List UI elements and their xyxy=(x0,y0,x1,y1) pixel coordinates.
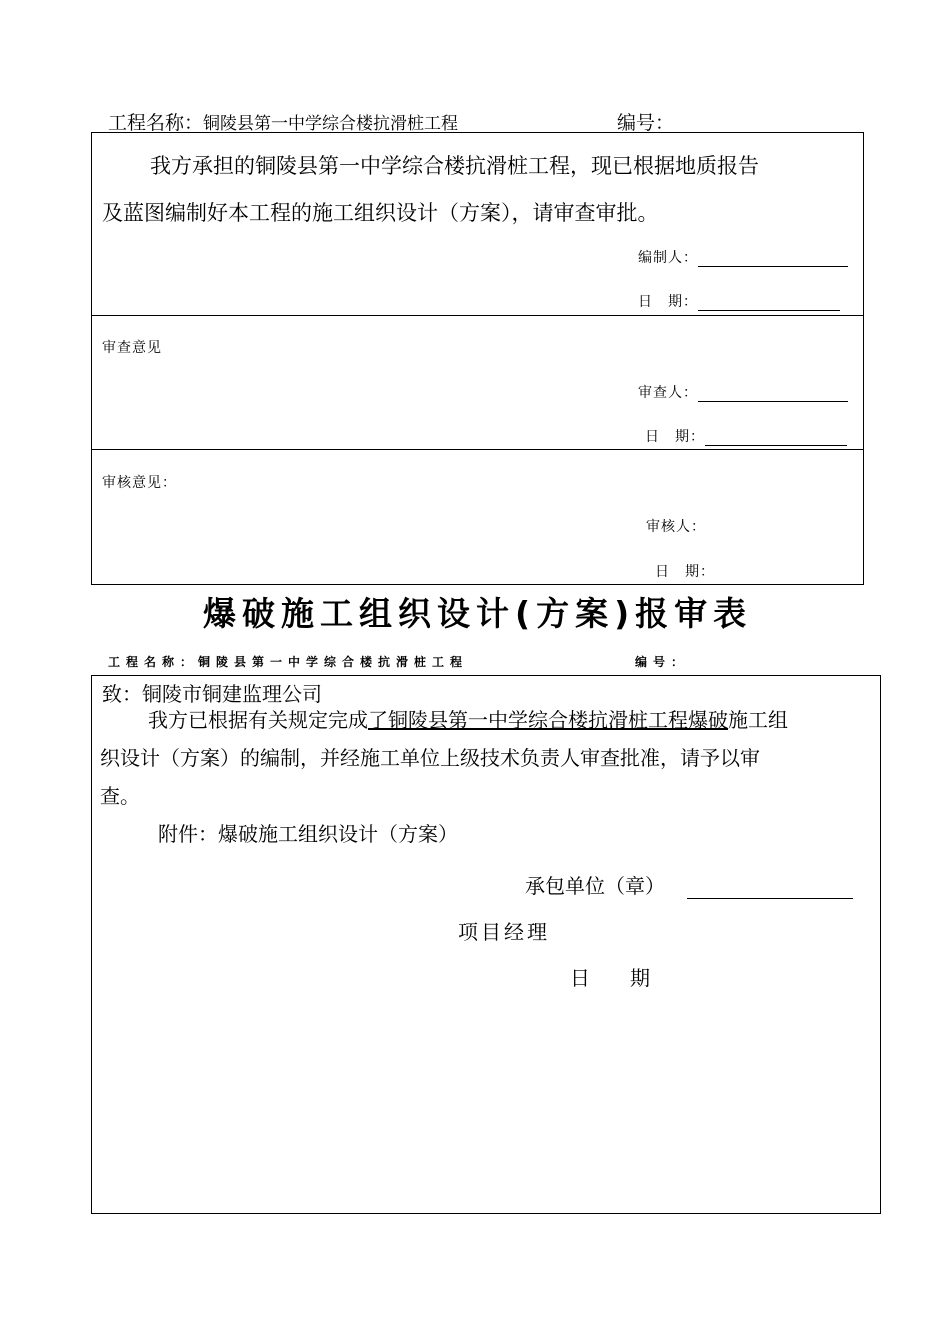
date-line-1[interactable] xyxy=(698,296,840,311)
top-project-label: 工程名称： xyxy=(108,112,204,134)
auditor-label: 审核人： xyxy=(646,519,706,535)
to-line: 致：铜陵市铜建监理公司 xyxy=(102,682,322,706)
bottom-project-header xyxy=(108,653,468,670)
top-form-divider-2 xyxy=(91,449,864,450)
contractor-seal-line[interactable] xyxy=(687,878,853,899)
form-title: 爆破施工组织设计(方案)报审表 xyxy=(203,594,753,633)
date-label-3: 日 期： xyxy=(655,564,715,580)
contractor-field xyxy=(525,870,853,899)
date-line-2[interactable] xyxy=(705,431,847,446)
bottom-project-label: 工程名称： xyxy=(108,655,199,669)
bottom-body-line-1 xyxy=(148,704,788,733)
date-field-1 xyxy=(638,291,840,311)
reviewer-field xyxy=(638,382,848,402)
top-project-name: 铜陵县第一中学综合楼抗滑桩工程 xyxy=(203,114,459,134)
bottom-body-line-3: 查。 xyxy=(100,784,140,808)
compiler-signature-line[interactable] xyxy=(698,252,848,267)
bottom-project-name: 铜陵县第一中学综合楼抗滑桩工程 xyxy=(198,655,469,669)
bottom-body-line-2: 织设计（方案）的编制，并经施工单位上级技术负责人审查批准，请予以审 xyxy=(100,746,760,770)
body-line-1-underlined: 了铜陵县第一中学综合楼抗滑桩工程爆破 xyxy=(368,708,728,732)
reviewer-label: 审查人： xyxy=(638,385,698,401)
top-project-header xyxy=(108,108,458,135)
reviewer-signature-line[interactable] xyxy=(698,387,848,402)
top-statement-line-1: 我方承担的铜陵县第一中学综合楼抗滑桩工程，现已根据地质报告 xyxy=(150,154,759,178)
contractor-label: 承包单位（章） xyxy=(525,874,665,898)
review-opinion-label: 审查意见 xyxy=(102,340,162,356)
date-label-2: 日 期： xyxy=(645,429,705,445)
top-number-label: 编号： xyxy=(617,112,675,134)
date-field-2 xyxy=(645,426,847,446)
body-line-1-post: 施工组 xyxy=(728,708,788,732)
date-label-1: 日 期： xyxy=(638,294,698,310)
attachment-line: 附件：爆破施工组织设计（方案） xyxy=(158,822,458,846)
top-form-divider-1 xyxy=(91,315,864,316)
compiler-field xyxy=(638,247,848,267)
bottom-number-label: 编号： xyxy=(635,655,690,669)
top-statement-line-2: 及蓝图编制好本工程的施工组织设计（方案），请审查审批。 xyxy=(102,201,659,225)
project-manager-label: 项目经理 xyxy=(458,920,550,944)
body-line-1-pre: 我方已根据有关规定完成 xyxy=(148,708,368,732)
audit-opinion-label: 审核意见： xyxy=(102,475,177,491)
compiler-label: 编制人： xyxy=(638,250,698,266)
bottom-date-label: 日 期 xyxy=(570,966,650,990)
